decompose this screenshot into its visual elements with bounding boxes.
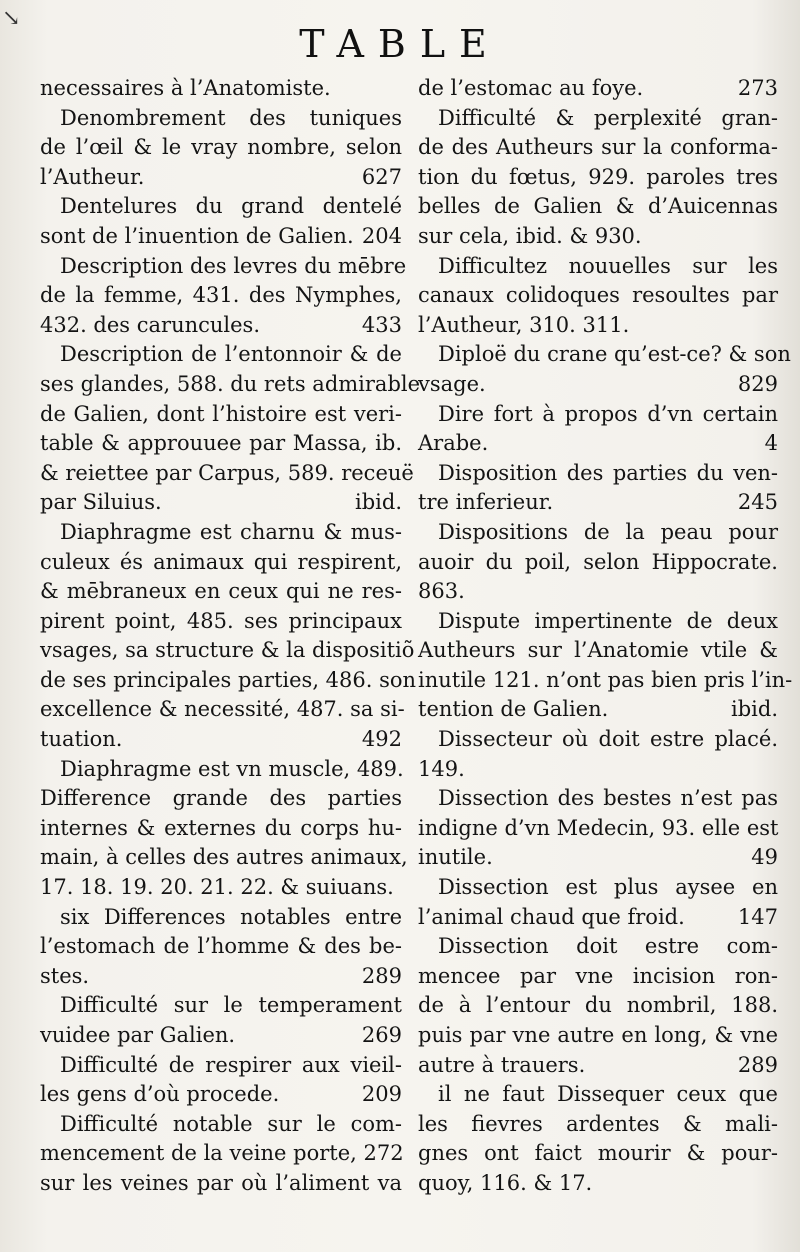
page-reference: 289 xyxy=(361,963,402,988)
index-line xyxy=(40,1051,402,1081)
index-entry-text: six Differences notables entre xyxy=(60,904,402,929)
index-line xyxy=(40,1169,402,1199)
index-line xyxy=(418,1139,778,1169)
index-entry-text: de l’œil & le vray nombre, selon xyxy=(40,135,402,160)
index-line xyxy=(40,666,417,696)
index-line xyxy=(40,755,402,785)
index-entry-text: 863. xyxy=(418,579,465,604)
index-entry-text: Difficulté notable sur le com- xyxy=(60,1111,402,1136)
index-line xyxy=(40,459,414,489)
index-entry-text: Denombrement des tuniques xyxy=(60,105,402,130)
index-line xyxy=(418,1110,778,1140)
index-line xyxy=(40,577,402,607)
index-entry-text: necessaires à l’Anatomiste. xyxy=(40,76,331,100)
index-line xyxy=(40,725,402,755)
index-entry-text: vsage. xyxy=(418,371,486,396)
index-line xyxy=(418,163,778,193)
index-entry-text: l’animal chaud que froid. xyxy=(418,904,685,929)
index-line xyxy=(418,311,778,341)
index-entry-text: mencement de la veine porte, 272 xyxy=(40,1141,404,1166)
index-line xyxy=(40,281,402,311)
index-entry-text: de ses principales parties, 486. son xyxy=(40,667,417,692)
index-entry-text: Dispute impertinente de deux xyxy=(438,608,778,633)
index-line xyxy=(418,488,778,518)
index-entry-text: 17. 18. 19. 20. 21. 22. & suiuans. xyxy=(40,875,394,900)
index-line xyxy=(418,459,778,489)
index-entry-text: Dispositions de la peau pour xyxy=(438,519,778,544)
index-line xyxy=(40,1110,402,1140)
index-line xyxy=(418,932,778,962)
right-column xyxy=(418,74,793,1199)
index-entry-text: sont de l’inuention de Galien. xyxy=(40,223,354,248)
index-line xyxy=(418,903,778,933)
index-line xyxy=(418,814,778,844)
index-line xyxy=(418,222,778,252)
index-line xyxy=(418,873,778,903)
corner-mark: ↘ xyxy=(2,6,21,31)
index-entry-text: Difficultez nouuelles sur les xyxy=(438,253,778,278)
index-line xyxy=(40,548,402,578)
index-entry-text: indigne d’vn Medecin, 93. elle est xyxy=(418,815,779,840)
index-line xyxy=(418,636,778,666)
index-line xyxy=(418,1080,778,1110)
index-entry-text: mencee par vne incision ron- xyxy=(418,963,778,988)
index-entry-text: main, à celles des autres animaux, xyxy=(40,845,408,870)
index-entry-text: auoir du poil, selon Hippocrate. xyxy=(418,549,778,574)
index-line xyxy=(40,843,408,873)
index-line xyxy=(418,281,778,311)
index-entry-text: sur les veines par où l’aliment va xyxy=(40,1170,402,1195)
index-line xyxy=(40,400,402,430)
index-line xyxy=(40,163,402,193)
index-line xyxy=(40,1080,402,1110)
index-line xyxy=(418,340,791,370)
index-entry-text: Difficulté de respirer aux vieil- xyxy=(60,1052,402,1077)
index-entry-text: tuation. xyxy=(40,727,123,752)
index-line xyxy=(40,133,402,163)
index-entry-text: Disposition des parties du ven- xyxy=(438,460,778,485)
index-line xyxy=(40,192,402,222)
index-line xyxy=(418,548,778,578)
index-line xyxy=(40,1021,402,1051)
index-entry-text: Dissection des bestes n’est pas xyxy=(438,786,778,811)
index-line xyxy=(40,222,402,252)
index-line xyxy=(418,192,778,222)
index-entry-text: de la femme, 431. des Nymphes, xyxy=(40,283,402,308)
index-entry-text: Autheurs sur l’Anatomie vtile & xyxy=(418,638,778,663)
index-entry-text: excellence & necessité, 487. sa si- xyxy=(40,697,405,722)
index-entry-text: Description des levres du mēbre xyxy=(60,253,407,278)
index-entry-text: autre à trauers. xyxy=(418,1052,586,1077)
index-line xyxy=(40,991,402,1021)
index-entry-text: les gens d’où procede. xyxy=(40,1082,280,1107)
index-line xyxy=(40,695,405,725)
index-entry-text: Diaphragme est charnu & mus- xyxy=(60,519,402,544)
index-line xyxy=(418,1021,778,1051)
index-entry-text: Difficulté & perplexité gran- xyxy=(438,105,778,130)
index-entry-text: de l’estomac au foye. xyxy=(418,76,644,100)
page-reference: 209 xyxy=(361,1082,402,1107)
index-line xyxy=(418,755,778,785)
index-line xyxy=(418,1051,778,1081)
index-entry-text: Difference grande des parties xyxy=(40,786,402,811)
index-line xyxy=(418,962,778,992)
index-entry-text: Diploë du crane qu’est-ce? & son xyxy=(438,342,791,367)
page-reference: 829 xyxy=(737,371,778,396)
index-line xyxy=(40,607,402,637)
index-line xyxy=(40,784,402,814)
index-entry-text: de Galien, dont l’histoire est veri- xyxy=(40,401,402,426)
index-line xyxy=(418,370,778,400)
index-line xyxy=(40,340,402,370)
index-entry-text: culeux és animaux qui respirent, xyxy=(40,549,402,574)
index-entry-text: stes. xyxy=(40,963,90,988)
index-entry-text: 432. des caruncules. xyxy=(40,312,261,337)
index-line xyxy=(40,311,402,341)
index-entry-text: Dissection est plus aysee en xyxy=(438,875,778,900)
page-reference: 245 xyxy=(737,490,778,515)
index-entry-text: tre inferieur. xyxy=(418,490,554,515)
index-line xyxy=(40,488,402,518)
index-entry-text: canaux colidoques resoultes par xyxy=(418,283,778,308)
index-entry-text: par Siluius. xyxy=(40,490,162,515)
index-line xyxy=(418,666,793,696)
index-entry-text: tention de Galien. xyxy=(418,697,609,722)
index-entry-text: de des Autheurs sur la conforma- xyxy=(418,135,778,160)
index-entry-text: sur cela, ibid. & 930. xyxy=(418,223,642,248)
index-line xyxy=(418,74,778,104)
index-entry-text: inutile 121. n’ont pas bien pris l’in- xyxy=(418,667,793,692)
index-entry-text: Dentelures du grand dentelé xyxy=(60,194,402,219)
index-line xyxy=(418,991,778,1021)
index-line xyxy=(418,843,778,873)
index-line xyxy=(40,252,407,282)
index-line xyxy=(418,1169,778,1199)
page-reference: ibid. xyxy=(731,697,778,722)
index-line xyxy=(418,400,778,430)
index-entry-text: l’Autheur, 310. 311. xyxy=(418,312,630,337)
index-line xyxy=(418,104,778,134)
index-line xyxy=(418,784,778,814)
index-line xyxy=(40,1139,402,1169)
index-entry-text: l’Autheur. xyxy=(40,164,145,189)
index-entry-text: il ne faut Dissequer ceux que xyxy=(438,1082,778,1107)
index-line xyxy=(40,104,402,134)
page-reference: 49 xyxy=(751,845,778,870)
index-entry-text: vsages, sa structure & la dispositiõ xyxy=(40,638,415,663)
page-reference: 147 xyxy=(737,904,778,929)
index-entry-text: table & approuuee par Massa, ib. xyxy=(40,431,402,456)
index-entry-text: Description de l’entonnoir & de xyxy=(60,342,402,367)
page-reference: 204 xyxy=(361,223,402,248)
index-line xyxy=(418,725,778,755)
index-entry-text: & reiettee par Carpus, 589. receuë xyxy=(40,460,414,485)
index-entry-text: Dire fort à propos d’vn certain xyxy=(438,401,778,426)
index-entry-text: Dissecteur où doit estre placé. xyxy=(438,727,778,752)
index-entry-text: & mēbraneux en ceux qui ne res- xyxy=(40,579,402,604)
page-title: TABLE xyxy=(299,22,501,66)
index-line xyxy=(418,133,778,163)
left-column xyxy=(40,74,421,1199)
page-reference: 289 xyxy=(737,1052,778,1077)
index-line xyxy=(418,695,778,725)
index-line xyxy=(40,873,402,903)
index-line xyxy=(418,429,778,459)
index-entry-text: Difficulté sur le temperament xyxy=(60,993,402,1018)
page-reference: 273 xyxy=(737,76,778,100)
index-line xyxy=(40,74,402,104)
index-entry-text: l’estomach de l’homme & des be- xyxy=(40,934,402,959)
index-entry-text: 149. xyxy=(418,756,465,781)
index-line xyxy=(40,903,402,933)
page-reference: 269 xyxy=(361,1023,402,1047)
index-entry-text: internes & externes du corps hu- xyxy=(40,815,402,840)
index-line xyxy=(40,932,402,962)
index-entry-text: Diaphragme est vn muscle, 489. xyxy=(60,756,404,781)
index-entry-text: ses glandes, 588. du rets admirable xyxy=(40,371,421,396)
index-entry-text: de à l’entour du nombril, 188. xyxy=(418,993,778,1018)
index-entry-text: pirent point, 485. ses principaux xyxy=(40,608,402,633)
page-reference: 627 xyxy=(361,164,402,189)
index-entry-text: belles de Galien & d’Auicennas xyxy=(418,194,778,219)
index-line xyxy=(40,429,402,459)
index-line xyxy=(40,636,415,666)
index-line xyxy=(418,577,778,607)
index-line xyxy=(40,962,402,992)
index-entry-text: les fievres ardentes & mali- xyxy=(418,1111,778,1136)
index-entry-text: tion du fœtus, 929. paroles tres xyxy=(418,164,778,189)
index-entry-text: puis par vne autre en long, & vne xyxy=(418,1023,778,1047)
index-line xyxy=(40,814,402,844)
index-line xyxy=(418,252,778,282)
index-entry-text: inutile. xyxy=(418,845,493,870)
index-line xyxy=(418,518,778,548)
page-reference: 433 xyxy=(361,312,402,337)
index-line xyxy=(40,518,402,548)
index-entry-text: Arabe. xyxy=(418,431,489,456)
index-entry-text: gnes ont faict mourir & pour- xyxy=(418,1141,778,1166)
index-entry-text: Dissection doit estre com- xyxy=(438,934,778,959)
index-entry-text: quoy, 116. & 17. xyxy=(418,1170,593,1195)
page-reference: 492 xyxy=(361,727,402,752)
page-reference: ibid. xyxy=(355,490,402,515)
index-line xyxy=(40,370,421,400)
index-entry-text: vuidee par Galien. xyxy=(40,1023,236,1047)
index-line xyxy=(418,607,778,637)
page-reference: 4 xyxy=(764,431,778,456)
